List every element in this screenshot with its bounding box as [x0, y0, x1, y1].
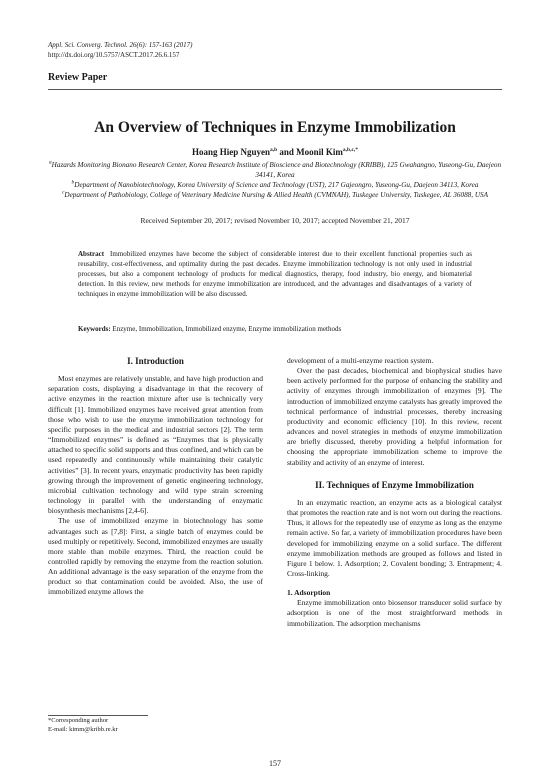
keywords-text: Enzyme, Immobilization, Immobilized enzyme, Enzyme immobilization methods	[112, 325, 342, 333]
journal-header	[48, 40, 193, 60]
submission-dates: Received September 20, 2017; revised November 10, 2017; accepted November 21, 2017	[140, 216, 410, 225]
page-number: 157	[269, 759, 281, 768]
author-name: Hoang Hiep Nguyen	[191, 147, 270, 157]
header-divider	[48, 89, 502, 90]
abstract-label: Abstract	[78, 250, 105, 258]
doi-link[interactable]: http://dx.doi.org/10.5757/ASCT.2017.26.6.157	[48, 51, 180, 59]
paragraph: In an enzymatic reaction, an enzyme acts as a biological catalyst that promotes the reaction rate and is not worn out during the reactions. Thus, it allows for the repeatedly use of enzyme as long as the enzyme remain active. So far, a variety of immobilization procedures have been developed for immobilizing enzyme on a solid surface. The different enzyme immobilization methods are grouped as follows and listed in Figure 1 below. 1. Adsorption; 2. Covalent bonding; 3. Entrapment; 4. Cross-linking.	[287, 497, 502, 578]
paper-type: Review Paper	[48, 72, 108, 83]
paragraph: Enzyme immobilization onto biosensor transducer solid surface by adsorption is one of the most straightforward methods in immobilization. The adsorption mechanisms	[287, 598, 502, 628]
affiliation-a: $^a$Hazards Monitoring Bionano Research Center, Korea Research Institute of Bioscience and Biotechnology (KRIBB), 125 Gwahangno, Yuseong-Gu, Daejeon 34141, Korea	[48, 159, 502, 179]
author-conjunction: and	[277, 147, 297, 157]
author-line	[40, 147, 510, 157]
keywords-label: Keywords:	[78, 325, 111, 333]
paragraph: Over the past decades, biochemical and biophysical studies have been actively performed for the purpose of enhancing the stability and activity of enzymes through immobilization of enzymes [9]. The introduction of immobilized enzyme catalysts has greatly improved the technical performance of industrial processes, thereby increasing productivity and economic efficiency [10]. In this review, recent advances and novel strategies in methods of enzyme immobilization are briefly discussed, thereby providing a helpful information for choosing the appropriate immobilization scheme to improve the stability and activity of an enzyme of interest.	[287, 366, 502, 467]
subsection-heading: 1. Adsorption	[287, 588, 331, 598]
abstract	[78, 249, 472, 299]
section-heading: I. Introduction	[127, 356, 184, 366]
corresponding-author-note: *Corresponding author	[48, 717, 109, 724]
paragraph: The use of immobilized enzyme in biotechnology has some advantages such as [7,8]: First, a single batch of enzymes could be used multiply or repetitively. Second, immobilized enzymes are usually more stable than mobile enzymes. Third, the reaction could be controlled rapidly by removing the enzyme from the reaction solution. An additional advantage is the easy separation of the enzyme from the product so that contamination could be avoided. Also, the use of immobilized enzyme allows the	[48, 516, 263, 597]
abstract-text: Immobilized enzymes have become the subject of considerable interest due to their excellent functional properties such as reusability, cost-effectiveness, and optimality during the past decades. Enzyme immobilization technology is not only used in industrial processes, but also a component technology of products for medical diagnostics, therapy, food industry, bio energy, and biomaterial detection. In this review, new methods for enzyme immobilization are introduced, and the advantages and disadvantages of a variety of techniques in enzyme immobilization will be also discussed.	[78, 250, 472, 299]
author-affiliation-marker: a,b	[269, 147, 278, 153]
journal-citation: Appl. Sci. Converg. Technol. 26(6): 157-163 (2017)	[48, 41, 193, 49]
footnote	[48, 716, 118, 734]
paragraph: Most enzymes are relatively unstable, and have high production and separation costs, displaying a disadvantage in that the recovery of active enzymes in the reaction mixture after use is technically very difficult [1]. Immobilized enzymes have received great attention from those who wish to use the enzyme immobilization technology for specific purposes in the medical and industrial sectors [2]. The term “Immobilized enzymes” is defined as “Enzymes that is physically attached to specific solid supports and thus confined, and which can be used repeatedly and continuously while maintaining their catalytic activities” [3]. In recent years, enzymatic productivity has been rapidly growing through the improvement of genetic engineering technology, microbial cultivation technology and wild type strain screening technology in parallel with the understanding of enzymatic biosynthesis mechanisms [2,4-6].	[48, 374, 263, 516]
left-column	[48, 356, 263, 598]
paper-title: An Overview of Techniques in Enzyme Immobilization	[94, 119, 456, 136]
section-heading: II. Techniques of Enzyme Immobilization	[315, 479, 474, 490]
affiliation-c: $^c$Department of Pathobiology, College of Veterinary Medicine Nursing & Allied Health (CVMNAH), Tuskegee University, Tuskegee, AL 36088, USA	[61, 189, 489, 199]
author-name: Moonil Kim	[296, 147, 343, 157]
email-link[interactable]: E-mail: kimm@kribb.re.kr	[48, 726, 118, 733]
paragraph: development of a multi-enzyme reaction system.	[287, 356, 434, 365]
author-affiliation-marker: a,b,c,*	[342, 147, 359, 153]
affiliation-b: $^b$Department of Nanobiotechnology, Korea University of Science and Technology (UST), 217 Gajeongro, Yuseong-Gu, Daejeon 34113, Korea	[71, 179, 479, 189]
right-column	[287, 356, 502, 629]
keywords	[78, 325, 472, 333]
